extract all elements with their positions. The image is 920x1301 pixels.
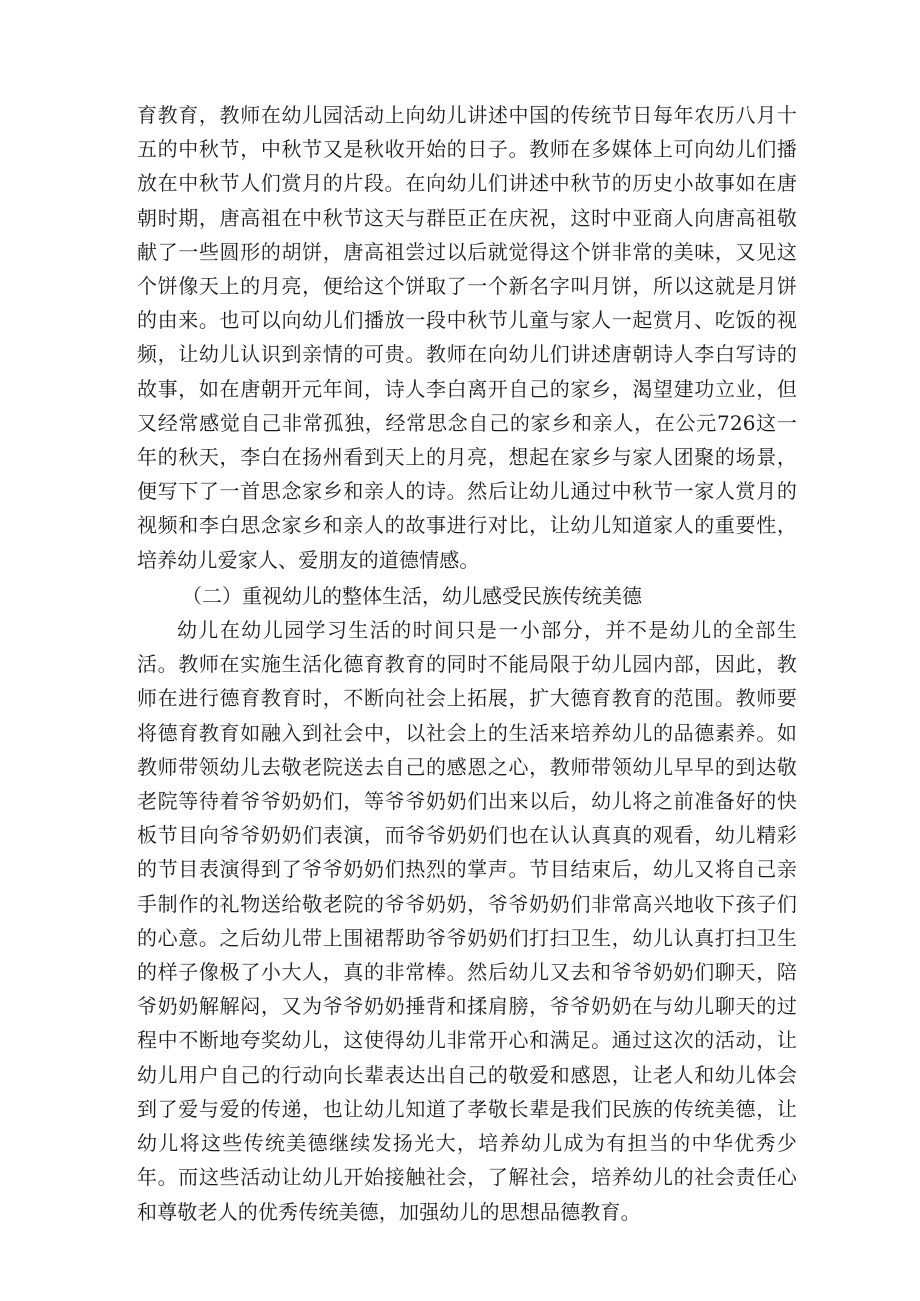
body-paragraph: 幼儿在幼儿园学习生活的时间只是一小部分，并不是幼儿的全部生活。教师在实施生活化德育教育的同时不能局限于幼儿园内部，因此，教师在进行德育教育时，不断向社会上拓展，扩大德育教育的范围。教师要将德育教育如融入到社会中，以社会上的生活来培养幼儿的品德素养。如教师带领幼儿去敬老院送去自己的感恩之心，教师带领幼儿早早的到达敬老院等待着爷爷奶奶们，等爷爷奶奶们出来以后，幼儿将之前准备好的快板节目向爷爷奶奶们表演，而爷爷奶奶们也在认认真真的观看，幼儿精彩的节目表演得到了爷爷奶奶们热烈的掌声。节目结束后，幼儿又将自己亲手制作的礼物送给敬老院的爷爷奶奶，爷爷奶奶们非常高兴地收下孩子们的心意。之后幼儿带上围裙帮助爷爷奶奶们打扫卫生，幼儿认真打扫卫生的样子像极了小大人，真的非常棒。然后幼儿又去和爷爷奶奶们聊天，陪爷奶奶解解闷，又为爷爷奶奶捶背和揉肩膀，爷爷奶奶在与幼儿聊天的过程中不断地夸奖幼儿，这使得幼儿非常开心和满足。通过这次的活动，让幼儿用户自己的行动向长辈表达出自己的敬爱和感恩，让老人和幼儿体会到了爱与爱的传递，也让幼儿知道了孝敬长辈是我们民族的传统美德，让幼儿将这些传统美德继续发扬光大，培养幼儿成为有担当的中华优秀少年。而这些活动让幼儿开始接触社会，了解社会，培养幼儿的社会责任心和尊敬老人的优秀传统美德，加强幼儿的思想品德教育。: [137, 618, 797, 1224]
document-page: [137, 98, 797, 1229]
body-paragraph-continued: 育教育，教师在幼儿园活动上向幼儿讲述中国的传统节日每年农历八月十五的中秋节，中秋节又是秋收开始的日子。教师在多媒体上可向幼儿们播放在中秋节人们赏月的片段。在向幼儿们讲述中秋节的历史小故事如在唐朝时期，唐高祖在中秋节这天与群臣正在庆祝，这时中亚商人向唐高祖敬献了一些圆形的胡饼，唐高祖尝过以后就觉得这个饼非常的美味，又见这个饼像天上的月亮，便给这个饼取了一个新名字叫月饼，所以这就是月饼的由来。也可以向幼儿们播放一段中秋节儿童与家人一起赏月、吃饭的视频，让幼儿认识到亲情的可贵。教师在向幼儿们讲述唐朝诗人李白写诗的故事，如在唐朝开元年间，诗人李白离开自己的家乡，渴望建功立业，但又经常感觉自己非常孤独，经常思念自己的家乡和亲人，在公元726这一年的秋天，李白在扬州看到天上的月亮，想起在家乡与家人团聚的场景，便写下了一首思念家乡和亲人的诗。然后让幼儿通过中秋节一家人赏月的视频和李白思念家乡和亲人的故事进行对比，让幼儿知道家人的重要性，培养幼儿爱家人、爱朋友的道德情感。: [137, 103, 797, 572]
section-heading: （二）重视幼儿的整体生活，幼儿感受民族传统美德: [182, 583, 642, 608]
